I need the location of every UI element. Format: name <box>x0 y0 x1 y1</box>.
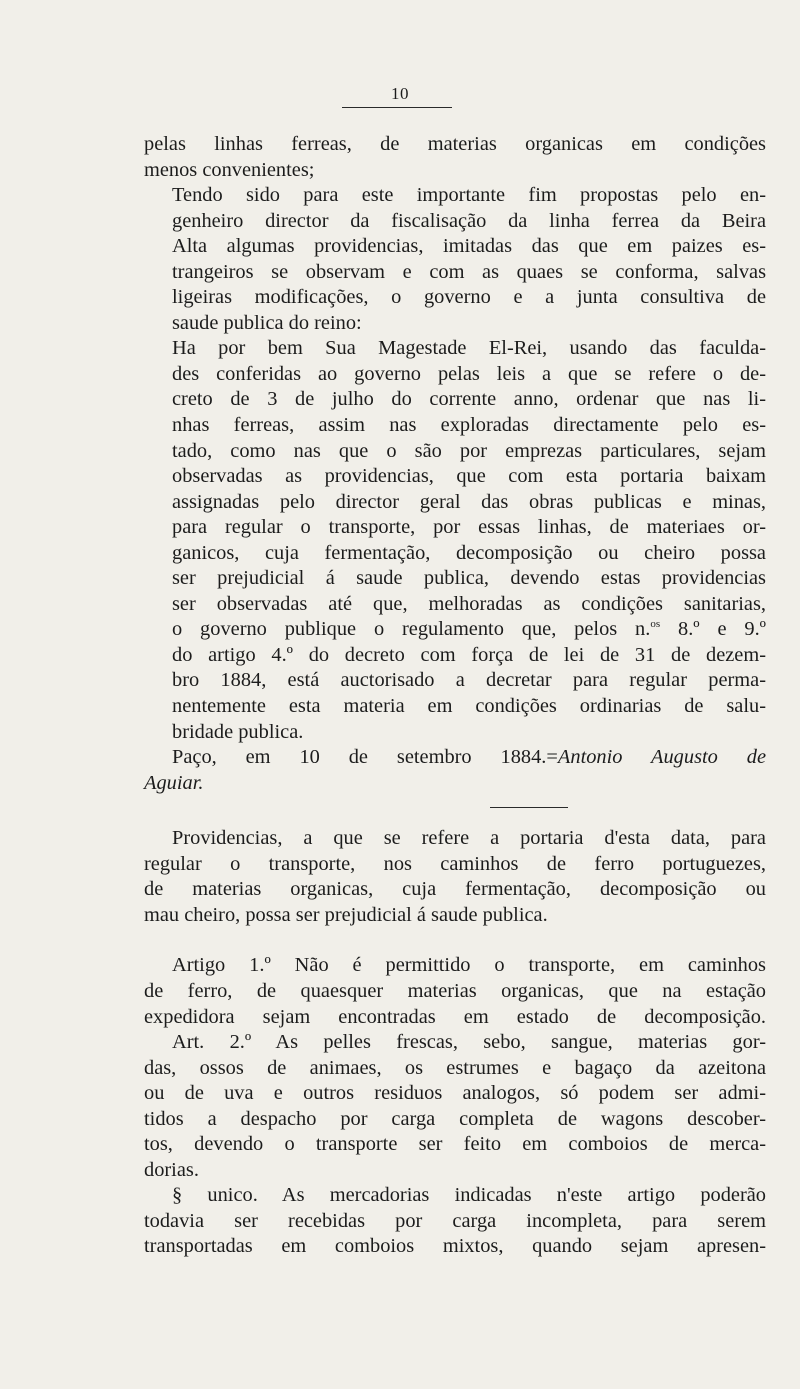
text-line: tado, como nas que o são por emprezas particulares, sejam <box>172 439 766 462</box>
text-line <box>144 771 766 797</box>
text-line: transportadas em comboios mixtos, quando sejam apresen- <box>144 1235 766 1258</box>
article-2-single-paragraph <box>144 1183 766 1260</box>
signatory-name: Antonio Augusto de <box>557 746 767 769</box>
text-line: des conferidas ao governo pelas leis a que se refere o de- <box>172 362 766 385</box>
providencias-heading-paragraph <box>144 826 766 928</box>
text-line: observadas as providencias, que com esta portaria baixam <box>172 465 766 488</box>
signature-paragraph <box>144 745 766 796</box>
text-line: § unico. As mercadorias indicadas n'este artigo poderão <box>172 1184 766 1207</box>
text-line: do artigo 4.º do decreto com força de lei de 31 de dezem- <box>172 643 766 666</box>
text-line: das, ossos de animaes, os estrumes e bagaço da azeitona <box>144 1056 766 1079</box>
text-line: Ha por bem Sua Magestade El-Rei, usando das faculda- <box>172 337 766 360</box>
text-line: expedidora sejam encontradas em estado de decomposição. <box>144 1005 766 1028</box>
text-fragment: 8.º e 9.º <box>660 618 766 641</box>
text-line: pelas linhas ferreas, de materias organicas em condições <box>144 133 766 155</box>
article-2 <box>144 1030 766 1183</box>
decree-paragraph-1 <box>144 132 766 183</box>
text-line: para regular o transporte, por essas linhas, de materiaes or- <box>172 516 766 539</box>
text-line: tos, devendo o transporte ser feito em comboios de merca- <box>144 1133 766 1156</box>
text-fragment: o governo publique o regulamento que, pelos n. <box>172 618 651 641</box>
text-line: bro 1884, está auctorisado a decretar para regular perma- <box>172 669 766 692</box>
text-line: creto de 3 de julho do corrente anno, ordenar que nas li- <box>172 388 766 411</box>
body-text <box>144 132 766 1260</box>
section-divider <box>490 807 568 808</box>
article-1 <box>144 953 766 1030</box>
text-line: Art. 2.º As pelles frescas, sebo, sangue, materias gor- <box>172 1031 766 1054</box>
text-line: de materias organicas, cuja fermentação, decomposição ou <box>144 878 766 901</box>
text-line: Providencias, a que se refere a portaria d'esta data, para <box>172 827 766 850</box>
text-line: ligeiras modificações, o governo e a junta consultiva de <box>172 286 766 309</box>
text-line: trangeiros se observam e com as quaes se conforma, salvas <box>172 260 766 283</box>
spacer <box>144 928 766 953</box>
text-line: ganicos, cuja fermentação, decomposição ou cheiro possa <box>172 541 766 564</box>
text-line: dorias. <box>144 1158 199 1181</box>
text-line: de ferro, de quaesquer materias organicas, que na estação <box>144 979 766 1002</box>
text-line: nentemente esta materia em condições ordinarias de salu- <box>172 695 766 718</box>
text-line: genheiro director da fiscalisação da linha ferrea da Beira <box>172 209 766 232</box>
text-line: menos convenientes; <box>144 158 315 181</box>
text-line: Artigo 1.º Não é permittido o transporte, em caminhos <box>172 954 766 977</box>
decree-paragraph-3 <box>144 336 766 745</box>
signature-date: Paço, em 10 de setembro 1884.= <box>172 746 558 769</box>
page-number: 10 <box>391 84 409 103</box>
text-line: Alta algumas providencias, imitadas das que em paizes es- <box>172 235 766 258</box>
text-line: todavia ser recebidas por carga incompleta, para serem <box>144 1209 766 1232</box>
text-line <box>144 745 766 771</box>
text-line: assignadas pelo director geral das obras publicas e minas, <box>172 490 766 513</box>
header-rule <box>342 107 452 108</box>
decree-paragraph-2 <box>144 183 766 336</box>
text-line: Tendo sido para este importante fim propostas pelo en- <box>172 184 766 207</box>
text-line: regular o transporte, nos caminhos de ferro portuguezes, <box>144 852 766 875</box>
text-line: mau cheiro, possa ser prejudicial á saude publica. <box>144 903 548 926</box>
text-line <box>144 617 766 643</box>
superscript: os <box>650 618 661 631</box>
text-line: ser prejudicial á saude publica, devendo estas providencias <box>172 567 766 590</box>
text-line: saude publica do reino: <box>172 311 362 334</box>
text-line: tidos a despacho por carga completa de wagons descober- <box>144 1107 766 1130</box>
text-line: ou de uva e outros residuos analogos, só podem ser admi- <box>144 1082 766 1105</box>
text-line: nhas ferreas, assim nas exploradas directamente pelo es- <box>172 414 766 437</box>
text-line: bridade publica. <box>172 720 304 743</box>
signatory-name: Aguiar. <box>144 771 204 794</box>
text-line: ser observadas até que, melhoradas as condições sanitarias, <box>172 592 766 615</box>
